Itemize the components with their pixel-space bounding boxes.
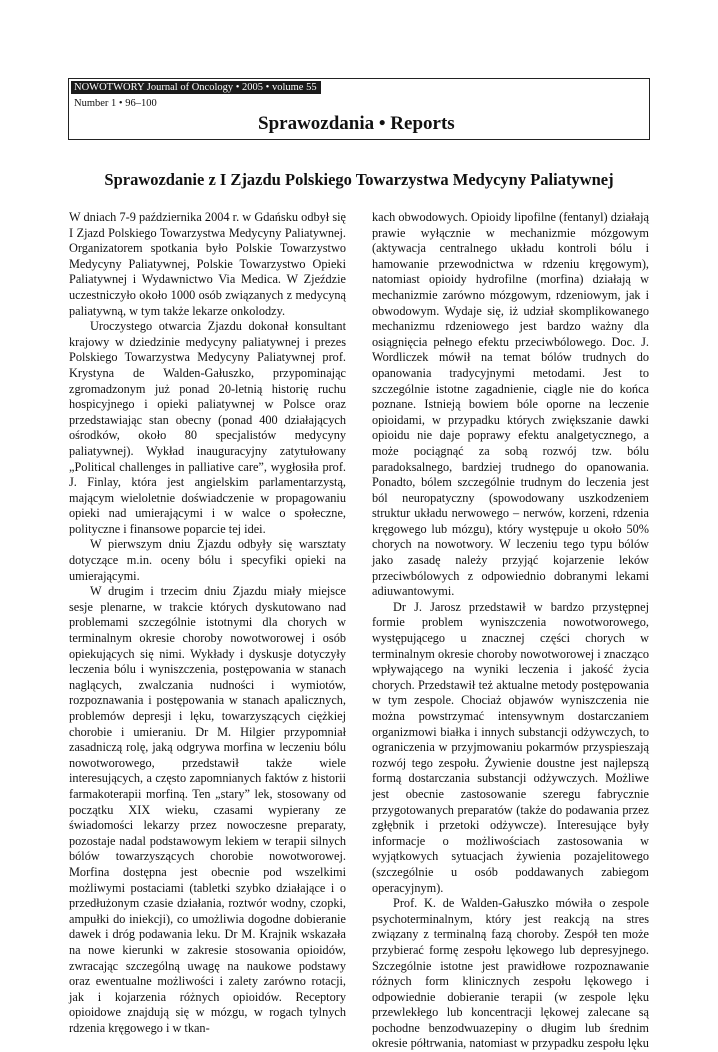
paragraph: W pierwszym dniu Zjazdu odbyły się warsztaty dotyczące m.in. oceny bólu i specyfiki opieki na umierającymi. [69, 537, 346, 583]
paragraph: Prof. K. de Walden-Gałuszko mówiła o zespole psychoterminalnym, który jest reakcją na stres związany z terminalną fazą choroby. Zespół ten może przybierać formę zespołu lękowego lub depresyjnego. Szczególnie istotne jest prawidłowe rozpoznawanie różnych form klinicznych zespołu lękowego i odpowiednie dobieranie terapii (w zespole lęku przewlekłego lub koncentracji lękowej zalecane są pochodne benzodwuazepiny o długim lub średnim okresie półtrwania, natomiast w przypadku zespołu lęku [372, 896, 649, 1051]
article-title: Sprawozdanie z I Zjazdu Polskiego Towarzystwa Medycyny Paliatywnej [104, 170, 614, 189]
issue-number: Number 1 • 96–100 [74, 98, 157, 109]
left-column [69, 210, 346, 1036]
paragraph: Dr J. Jarosz przedstawił w bardzo przystępnej formie problem wyniszczenia nowotworowego, występującego u znacznej części chorych w terminalnym okresie choroby nowotworowej i znacząco wpływającego na wyniki leczenia i jakość życia chorych. Przedstawił też aktualne metody postępowania w tym zespole. Chociaż objawów wyniszczenia nie można powstrzymać intensywnym dostarczaniem organizmowi białka i innych substancji odżywczych, to ograniczenia w przyjmowaniu pokarmów przyspieszają rozwój tego zespołu. Żywienie doustne jest najlepszą formą dostarczania substancji odżywczych. Możliwe jest obecnie zastosowanie szeregu fabrycznie przygotowanych preparatów (także do podawania przez zgłębnik i przetoki odżywcze). Interesujące były informacje o możliwościach zastosowania w wyjątkowych sytuacjach żywienia pozajelitowego (szczególnie u osób poddawanych zabiegom operacyjnym). [372, 599, 649, 895]
journal-name-bar: NOWOTWORY Journal of Oncology • 2005 • volume 55 [71, 81, 321, 94]
paragraph: W drugim i trzecim dniu Zjazdu miały miejsce sesje plenarne, w trakcie których dyskutowano nad problemami szczególnie istotnymi dla chorych w terminalnym okresie choroby nowotworowej i osób opiekujących się nimi. Wykłady i dyskusje dotyczyły leczenia bólu i wyniszczenia, postępowania w stanach naglących, zwalczania nudności i wymiotów, rozpoznawania i postępowania w stanach apalicznych, problemów depresji i lęku, towarzyszących ciężkiej chorobie i umieraniu. Dr M. Hilgier przypomniał zasadniczą rolę, jaką odgrywa morfina w leczeniu bólu nowotworowego, przedstawił także wiele interesujących, a często zapomnianych faktów z historii farmakoterapii morfiną. Ten „stary” lek, stosowany od początku XIX wieku, czasami wypierany ze świadomości lekarzy przez nowoczesne preparaty, pozostaje nadal podstawowym lekiem w terapii silnych bólów towarzyszących chorobie nowotworowej. Morfina dostępna jest obecnie pod wszelkimi możliwymi postaciami (tabletki szybko działające i o przedłużonym czasie działania, roztwór wodny, czopki, ampułki do iniekcji), co umożliwia dogodne dobieranie dawek i dróg podawania leku. Dr M. Krajnik wskazała na nowe kierunki w zakresie stosowania opioidów, zwracając szczególną uwagę na naukowe podstawy oraz ewentualne możliwości i zalety zarówno rotacji, jak i kojarzenia różnych opioidów. Receptory opioidowe znajdują się w mózgu, w rogach tylnych rdzenia kręgowego i w tkan- [69, 584, 346, 1035]
paragraph: W dniach 7-9 października 2004 r. w Gdańsku odbył się I Zjazd Polskiego Towarzystwa Medycyny Paliatywnej. Organizatorem spotkania było Polskie Towarzystwo Medycyny Paliatywnej, Polskie Towarzystwo Opieki Paliatywnej i Wydawnictwo Via Medica. W Zjeździe uczestniczyło około 1000 osób związanych z medycyną paliatywną, w tym także lekarze onkolodzy. [69, 210, 346, 318]
paragraph: Uroczystego otwarcia Zjazdu dokonał konsultant krajowy w dziedzinie medycyny paliatywnej i prezes Polskiego Towarzystwa Medycyny Paliatywnej prof. Krystyna de Walden-Gałuszko, przypominając zgromadzonym już ponad 20-letnią historię ruchu hospicyjnego i opieki paliatywnej w Polsce oraz przedstawiając stan obecny (ponad 400 działających ośrodków, około 80 specjalistów medycyny paliatywnej). Wykład inauguracyjny zatytułowany „Political challenges in palliative care”, wygłosiła prof. J. Finlay, która jest angielskim parlamentarzystą, mającym wieloletnie doświadczenie w propagowaniu opieki nad umierającymi i w walce o społeczne, polityczne i finansowe poparcie tej idei. [69, 319, 346, 536]
journal-header-box [68, 78, 650, 140]
section-heading: Sprawozdania • Reports [258, 113, 455, 134]
paragraph: kach obwodowych. Opioidy lipofilne (fentanyl) działają prawie wyłącznie w mechanizmie mózgowym (aktywacja centralnego układu kontroli bólu i hamowanie przewodnictwa w rdzeniu kręgowym), natomiast opioidy hydrofilne (morfina) działają w mechanizmie zarówno mózgowym, rdzeniowym, jak i obwodowym. Wydaje się, iż udział skomplikowanego mechanizmu rdzeniowego jest bardzo ważny dla osiągnięcia pełnego efektu przeciwbólowego. Doc. J. Wordliczek mówił na temat bólów trudnych do opanowania tradycyjnymi metodami. Jest to szczególnie istotne zagadnienie, ciągle nie do końca poznane. Istnieją bowiem bóle oporne na leczenie opioidami, w przypadku których zwiększanie dawki opioidu nie daje poprawy efektu analgetycznego, a może pociągnąć za sobą rozwój tzw. bólu paradoksalnego, bardziej trudnego do opanowania. Ponadto, bólem szczególnie trudnym do leczenia jest ból neuropatyczny (spowodowany uszkodzeniem struktur układu nerwowego – nerwów, korzeni, rdzenia kręgowego lub mózgu), który występuje u około 50% chorych na nowotwory. W leczeniu tego typu bólów jako zasadę należy przyjąć kojarzenie leków przeciwbólowych z odpowiednio dobranymi lekami adiuwantowymi. [372, 210, 649, 599]
right-column [372, 210, 649, 1052]
